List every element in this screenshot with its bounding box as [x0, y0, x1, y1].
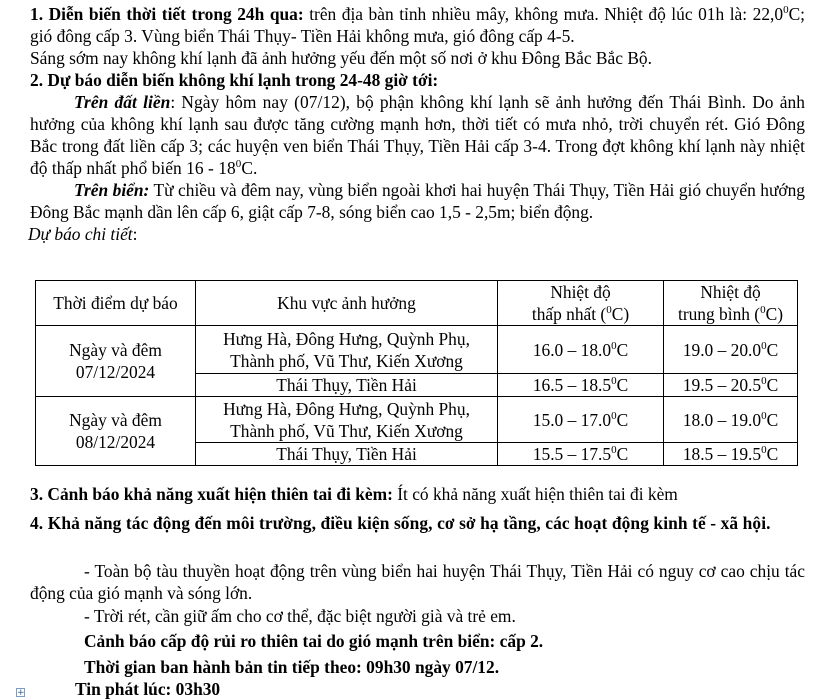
- detail-label-line: [28, 223, 805, 245]
- move-handle-icon[interactable]: +: [17, 688, 25, 698]
- degree-sup: 0: [235, 158, 242, 171]
- next-issue-time: Thời gian ban hành bản tin tiếp theo: 09h30 ngày 07/12.: [84, 657, 500, 677]
- tavg-cell: 19.5 – 20.5$^0$C: [664, 374, 798, 397]
- land-label: Trên đất liền: [74, 92, 171, 112]
- degree-sup: 0: [611, 444, 617, 457]
- degree-sup: 0: [761, 375, 767, 388]
- table-row: [36, 326, 798, 374]
- header-tmin: Nhiệt độ thấp nhất ($^0$C): [498, 281, 664, 326]
- table-header-row: [36, 281, 798, 326]
- sea-label: Trên biển:: [74, 180, 150, 200]
- degree-sup: 0: [606, 304, 612, 317]
- detail-label: Dự báo chi tiết: [28, 224, 133, 244]
- issued-time: Tin phát lúc: 03h30: [75, 679, 221, 699]
- degree-sup: 0: [761, 339, 767, 352]
- degree-sup: 0: [611, 375, 617, 388]
- date-cell: Ngày và đêm 08/12/2024: [36, 397, 196, 466]
- section-2-heading: 2. Dự báo diễn biến không khí lạnh trong 24-48 giờ tới:: [30, 70, 439, 90]
- sea-text: Từ chiều và đêm nay, vùng biển ngoài khơi hai huyện Thái Thụy, Tiền Hải gió chuyển hướng Đông Bắc mạnh dần lên cấp 6, giật cấp 7-8, sóng biển cao 1,5 - 2,5m; biển động.: [30, 180, 805, 222]
- forecast-table: [35, 280, 798, 466]
- tavg-cell: 18.0 – 19.0$^0$C: [664, 397, 798, 443]
- degree-sup: 0: [611, 409, 617, 422]
- bulletin-body: [30, 3, 805, 245]
- land-text-a: : Ngày hôm nay (07/12), bộ phận không khí lạnh sẽ ảnh hưởng đến Thái Bình. Do ảnh hưởng của không khí lạnh sau được tăng cường mạnh hơn, thời tiết có mưa nhỏ, trời chuyển rét. Gió Đông Bắc trong đất liền cấp 3; các huyện ven biển Thái Thụy, Tiền Hải cấp 3-4. Trong đợt không khí lạnh này nhiệt độ thấp nhất phổ biến 16 - 18: [30, 92, 805, 178]
- degree-sup: 0: [761, 409, 767, 422]
- degree-sup: 0: [611, 339, 617, 352]
- risk-warning: Cảnh báo cấp độ rủi ro thiên tai do gió mạnh trên biển: cấp 2.: [84, 631, 544, 651]
- area-cell: Thái Thụy, Tiền Hải: [196, 443, 498, 466]
- header-tavg: Nhiệt độ trung bình ($^0$C): [664, 281, 798, 326]
- detail-colon: :: [132, 224, 138, 244]
- table-row: [36, 397, 798, 443]
- tavg-cell: 19.0 – 20.0$^0$C: [664, 326, 798, 374]
- area-cell: Thái Thụy, Tiền Hải: [196, 374, 498, 397]
- area-cell: Hưng Hà, Đông Hưng, Quỳnh Phụ, Thành phố, Vũ Thư, Kiến Xương: [196, 326, 498, 374]
- degree-sup: 0: [760, 304, 766, 317]
- degree-sup: 0: [761, 444, 767, 457]
- section-1-text-b: C; gió đông cấp 3. Vùng biển Thái Thụy- Tiền Hải không mưa, gió đông cấp 4-5.: [30, 4, 805, 46]
- section-4-bullet-1: - Toàn bộ tàu thuyền hoạt động trên vùng biển hai huyện Thái Thụy, Tiền Hải có nguy cơ cao chịu tác động của gió mạnh và sóng lớn.: [30, 561, 805, 603]
- tmin-cell: 15.5 – 17.5$^0$C: [498, 443, 664, 466]
- tmin-cell: 16.5 – 18.5$^0$C: [498, 374, 664, 397]
- date-cell: Ngày và đêm 07/12/2024: [36, 326, 196, 397]
- section-4-heading: 4. Khả năng tác động đến môi trường, điều kiện sống, cơ sở hạ tầng, các hoạt động kinh tế - xã hội.: [30, 513, 771, 533]
- tmin-cell: 16.0 – 18.0$^0$C: [498, 326, 664, 374]
- section-2-sea: [30, 179, 805, 223]
- section-1: [30, 3, 805, 47]
- section-1-heading: 1. Diễn biến thời tiết trong 24h qua:: [30, 4, 304, 24]
- tmin-cell: 15.0 – 17.0$^0$C: [498, 397, 664, 443]
- section-3-text: Ít có khả năng xuất hiện thiên tai đi kèm: [392, 484, 678, 504]
- section-1-line3: Sáng sớm nay không khí lạnh đã ảnh hưởng yếu đến một số nơi ở khu Đông Bắc Bắc Bộ.: [30, 48, 652, 68]
- area-cell: Hưng Hà, Đông Hưng, Quỳnh Phụ, Thành phố, Vũ Thư, Kiến Xương: [196, 397, 498, 443]
- header-area: Khu vực ảnh hưởng: [196, 281, 498, 326]
- section-3-heading: 3. Cảnh báo khả năng xuất hiện thiên tai đi kèm:: [30, 484, 393, 504]
- section-2-land: [30, 91, 805, 179]
- header-time: Thời điểm dự báo: [36, 281, 196, 326]
- tavg-cell: 18.5 – 19.5$^0$C: [664, 443, 798, 466]
- degree-sup: 0: [783, 4, 789, 17]
- land-text-b: C.: [241, 158, 258, 178]
- section-3: [30, 483, 678, 505]
- section-1-text-a: trên địa bàn tỉnh nhiều mây, không mưa. Nhiệt độ lúc 01h là: 22,0: [303, 4, 784, 24]
- section-4-bullet-2: - Trời rét, cần giữ ấm cho cơ thể, đặc biệt người già và trẻ em.: [84, 606, 516, 626]
